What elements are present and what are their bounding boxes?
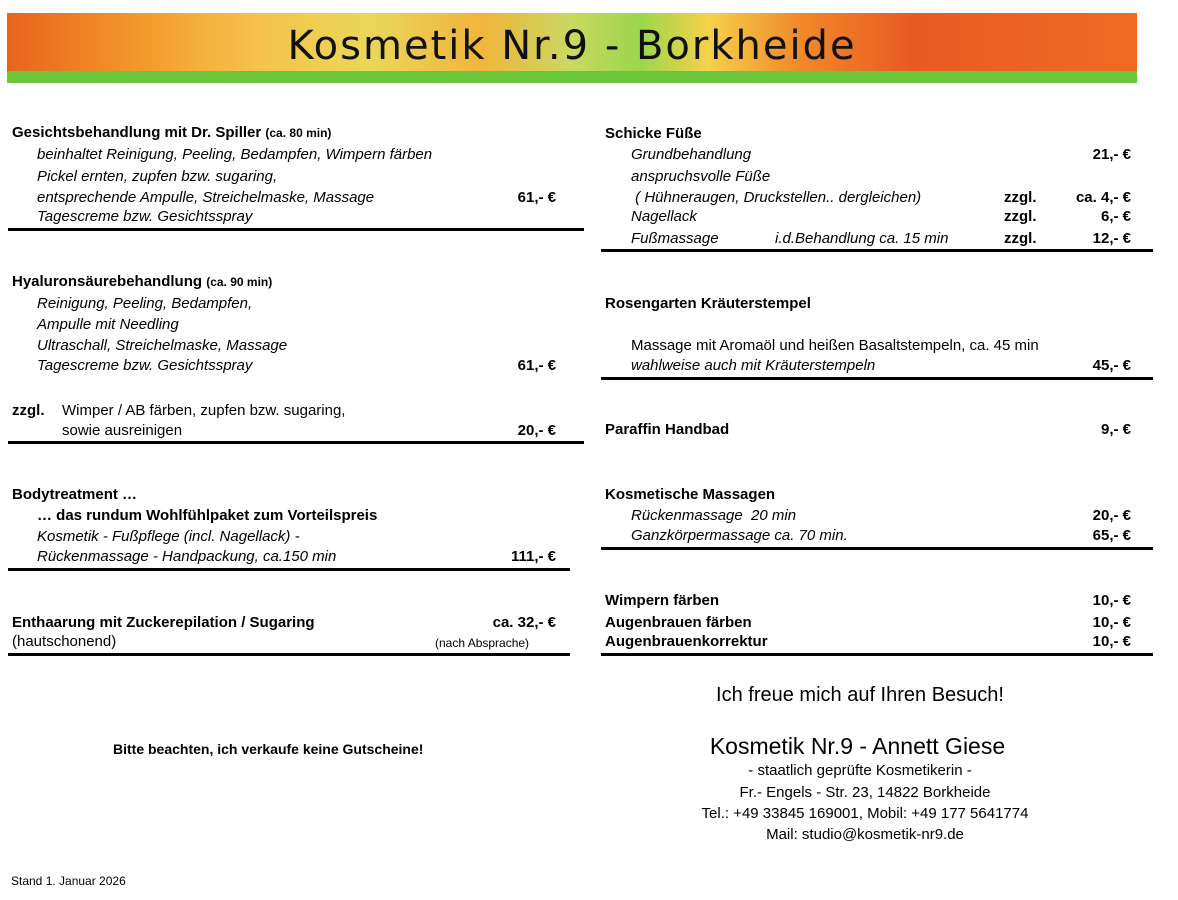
gesicht-duration: (ca. 80 min): [265, 126, 332, 140]
contact-mail: Mail: studio@kosmetik-nr9.de: [766, 826, 964, 843]
gesicht-line: Pickel ernten, zupfen bzw. sugaring,: [37, 168, 278, 185]
fuesse-row-price: 12,- €: [1092, 230, 1131, 247]
divider: [8, 228, 584, 231]
enthaarung-note-right: (nach Absprache): [435, 636, 530, 650]
wimpern-label: Augenbrauenkorrektur: [605, 633, 768, 650]
fuesse-row-price: 6,- €: [1100, 208, 1131, 225]
fuesse-row-price: 21,- €: [1092, 146, 1131, 163]
enthaarung-note: (hautschonend): [12, 633, 117, 650]
enthaarung-price: ca. 32,- €: [492, 614, 556, 631]
massagen-row-price: 65,- €: [1092, 527, 1131, 544]
rosengarten-line1: Massage mit Aromaöl und heißen Basaltstempeln, ca. 45 min: [631, 337, 1039, 354]
hyaluron-line: Tagescreme bzw. Gesichtsspray: [37, 357, 253, 374]
enthaarung-title: Enthaarung mit Zuckerepilation / Sugaring: [12, 614, 315, 631]
massagen-row-label: Rückenmassage 20 min: [631, 507, 797, 524]
body-line: Rückenmassage - Handpackung, ca.150 min: [37, 548, 337, 565]
hyaluron-duration: (ca. 90 min): [206, 275, 273, 289]
massagen-row-price: 20,- €: [1092, 507, 1131, 524]
massagen-row-label: Ganzkörpermassage ca. 70 min.: [631, 527, 848, 544]
hyaluron-extra-prefix: zzgl.: [12, 402, 45, 419]
fuesse-row-label: Grundbehandlung: [631, 146, 752, 163]
fuesse-row-zzgl: zzgl.: [1004, 208, 1037, 225]
body-title: Bodytreatment …: [12, 486, 138, 503]
divider: [601, 653, 1153, 656]
hyaluron-price: 61,- €: [517, 357, 556, 374]
paraffin-price: 9,- €: [1100, 421, 1131, 438]
rosengarten-line2: wahlweise auch mit Kräuterstempeln: [631, 357, 876, 374]
contact-name: Kosmetik Nr.9 - Annett Giese: [709, 733, 1006, 759]
hyaluron-line: Reinigung, Peeling, Bedampfen,: [37, 295, 253, 312]
rosengarten-title: Rosengarten Kräuterstempel: [605, 295, 811, 312]
stand-date: Stand 1. Januar 2026: [11, 874, 126, 888]
fuesse-row-mid: i.d.Behandlung ca. 15 min: [775, 230, 949, 247]
body-subtitle: … das rundum Wohlfühlpaket zum Vorteilspreis: [37, 507, 378, 524]
divider: [601, 249, 1153, 252]
hyaluron-extra-line: sowie ausreinigen: [62, 422, 183, 439]
contact-subtitle: - staatlich geprüfte Kosmetikerin -: [748, 762, 972, 779]
gutschein-notice: Bitte beachten, ich verkaufe keine Gutscheine!: [113, 741, 424, 757]
wimpern-price: 10,- €: [1092, 592, 1131, 609]
fuesse-row-label: ( Hühneraugen, Druckstellen.. dergleichen): [631, 189, 922, 206]
divider: [601, 547, 1153, 550]
gesicht-title-row: [12, 124, 331, 141]
fuesse-row-label: Fußmassage: [631, 230, 719, 247]
paraffin-title: Paraffin Handbad: [605, 421, 730, 438]
hyaluron-line: Ampulle mit Needling: [37, 316, 179, 333]
massagen-title: Kosmetische Massagen: [605, 486, 776, 503]
fuesse-row-price: ca. 4,- €: [1075, 189, 1131, 206]
hyaluron-extra-price: 20,- €: [517, 422, 556, 439]
hyaluron-title: Hyaluronsäurebehandlung: [12, 273, 203, 290]
banner-stripe: [7, 71, 1137, 83]
gesicht-title: Gesichtsbehandlung mit Dr. Spiller: [12, 124, 262, 141]
divider: [601, 377, 1153, 380]
wimpern-price: 10,- €: [1092, 614, 1131, 631]
fuesse-row-label: anspruchsvolle Füße: [631, 168, 771, 185]
divider: [8, 441, 584, 444]
hyaluron-extra-line: Wimper / AB färben, zupfen bzw. sugaring,: [62, 402, 346, 419]
body-price: 111,- €: [510, 548, 556, 565]
fuesse-title: Schicke Füße: [605, 125, 702, 142]
divider: [8, 568, 570, 571]
fuesse-row-zzgl: zzgl.: [1004, 230, 1037, 247]
fuesse-row-label: Nagellack: [631, 208, 697, 225]
hyaluron-title-row: [12, 273, 272, 290]
wimpern-label: Wimpern färben: [605, 592, 720, 609]
gesicht-price: 61,- €: [517, 189, 556, 206]
gesicht-line: Tagescreme bzw. Gesichtsspray: [37, 208, 253, 225]
banner-title: Kosmetik Nr.9 - Borkheide: [287, 23, 857, 69]
rosengarten-price: 45,- €: [1092, 357, 1131, 374]
wimpern-price: 10,- €: [1092, 633, 1131, 650]
wimpern-label: Augenbrauen färben: [605, 614, 752, 631]
gesicht-line: beinhaltet Reinigung, Peeling, Bedampfen, Wimpern färben: [37, 146, 433, 163]
hyaluron-line: Ultraschall, Streichelmaske, Massage: [37, 337, 288, 354]
gesicht-line: entsprechende Ampulle, Streichelmaske, Massage: [37, 189, 375, 206]
fuesse-row-zzgl: zzgl.: [1004, 189, 1037, 206]
divider: [8, 653, 570, 656]
greeting: Ich freue mich auf Ihren Besuch!: [716, 684, 1004, 706]
contact-phone: Tel.: +49 33845 169001, Mobil: +49 177 5641774: [701, 805, 1029, 822]
header-banner: [7, 13, 1137, 83]
contact-address: Fr.- Engels - Str. 23, 14822 Borkheide: [739, 784, 991, 801]
body-line: Kosmetik - Fußpflege (incl. Nagellack) -: [37, 528, 300, 545]
